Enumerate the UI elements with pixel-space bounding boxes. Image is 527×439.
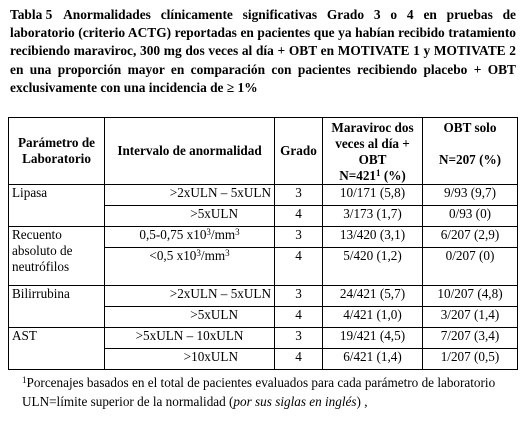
header-obt-label: OBT solo: [443, 120, 497, 135]
footnote-2-prefix: ULN=límite superior de la normalidad (: [22, 394, 234, 409]
param-cell: Bilirrubina: [9, 286, 105, 328]
interval-text: 0,5-0,75 x10: [139, 227, 207, 242]
footnote-1-text: Porcenajes basados en el total de pacientes evaluados para cada parámetro de laboratorio: [26, 375, 496, 390]
header-maraviroc-n: N=421: [339, 168, 377, 183]
interval-cell: [105, 248, 275, 286]
grade-cell: 4: [275, 307, 323, 328]
header-interval: Intervalo de anormalidad: [105, 118, 275, 185]
footnote-1: [22, 373, 517, 392]
grade-cell: 4: [275, 248, 323, 286]
header-maraviroc: [323, 118, 423, 185]
table-row: [9, 227, 518, 248]
interval-cell: >5xULN: [105, 206, 275, 227]
grade-cell: 4: [275, 206, 323, 227]
grade-cell: 3: [275, 185, 323, 206]
obt-cell: 7/207 (3,4): [423, 328, 518, 349]
maraviroc-cell: 5/420 (1,2): [323, 248, 423, 286]
interval-sup: 3: [196, 248, 201, 258]
interval-cell: >10xULN: [105, 349, 275, 370]
maraviroc-cell: 6/421 (1,4): [323, 349, 423, 370]
maraviroc-cell: 24/421 (5,7): [323, 286, 423, 307]
header-param: Parámetro de Laboratorio: [9, 118, 105, 185]
table-footnotes: [22, 373, 517, 411]
obt-cell: 0/207 (0): [423, 248, 518, 286]
footnote-2: [22, 392, 517, 411]
interval-sup: 3: [206, 227, 211, 237]
obt-cell: 0/93 (0): [423, 206, 518, 227]
header-maraviroc-label: Maraviroc dos veces al día + OBT: [331, 120, 414, 167]
param-cell: Recuento absoluto de neutrófilos: [9, 227, 105, 286]
caption-label: Tabla 5: [10, 7, 53, 22]
obt-cell: 6/207 (2,9): [423, 227, 518, 248]
table-caption: [10, 6, 516, 97]
table-row: [9, 185, 518, 206]
grade-cell: 3: [275, 286, 323, 307]
table-row: [9, 328, 518, 349]
interval-sup2: 3: [235, 227, 240, 237]
header-maraviroc-n-sup: 1: [376, 168, 381, 178]
grade-cell: 3: [275, 328, 323, 349]
obt-cell: 9/93 (9,7): [423, 185, 518, 206]
grade-cell: 4: [275, 349, 323, 370]
footnote-2-italic: por sus siglas en inglés: [233, 394, 357, 409]
lab-abnormalities-table: [8, 117, 518, 370]
obt-cell: 10/207 (4,8): [423, 286, 518, 307]
maraviroc-cell: 4/421 (1,0): [323, 307, 423, 328]
footnote-2-suffix: ) ,: [356, 394, 368, 409]
caption-text: Anormalidades clínicamente significativas Grado 3 o 4 en pruebas de laboratorio (criterio ACTG) reportadas en pacientes que ya habían recibido tratamiento recibiendo maraviroc, 300 mg dos veces al día + OBT en MOTIVATE 1 y MOTIVATE 2 en una proporción mayor en comparación con pacientes recibiendo placebo + OBT exclusivamente con una incidencia de ≥ 1%: [10, 7, 517, 95]
header-obt-n: N=207 (%): [438, 152, 502, 167]
interval-cell: [105, 227, 275, 248]
header-maraviroc-pct: (%): [380, 168, 406, 183]
grade-cell: 3: [275, 227, 323, 248]
interval-cell: >2xULN – 5xULN: [105, 286, 275, 307]
param-cell: Lipasa: [9, 185, 105, 227]
obt-cell: 1/207 (0,5): [423, 349, 518, 370]
interval-cell: >5xULN – 10xULN: [105, 328, 275, 349]
table-row: [9, 286, 518, 307]
interval-unit: /mm: [210, 227, 236, 242]
interval-cell: >5xULN: [105, 307, 275, 328]
obt-cell: 3/207 (1,4): [423, 307, 518, 328]
header-grade: Grado: [275, 118, 323, 185]
footnote-1-marker: 1: [22, 375, 27, 385]
interval-cell: >2xULN – 5xULN: [105, 185, 275, 206]
maraviroc-cell: 19/421 (4,5): [323, 328, 423, 349]
header-row: [9, 118, 518, 185]
interval-sup2: 3: [225, 248, 230, 258]
header-obt: [423, 118, 518, 185]
interval-unit: /mm: [200, 248, 226, 263]
param-cell: AST: [9, 328, 105, 370]
maraviroc-cell: 3/173 (1,7): [323, 206, 423, 227]
interval-text: <0,5 x10: [149, 248, 197, 263]
maraviroc-cell: 10/171 (5,8): [323, 185, 423, 206]
maraviroc-cell: 13/420 (3,1): [323, 227, 423, 248]
